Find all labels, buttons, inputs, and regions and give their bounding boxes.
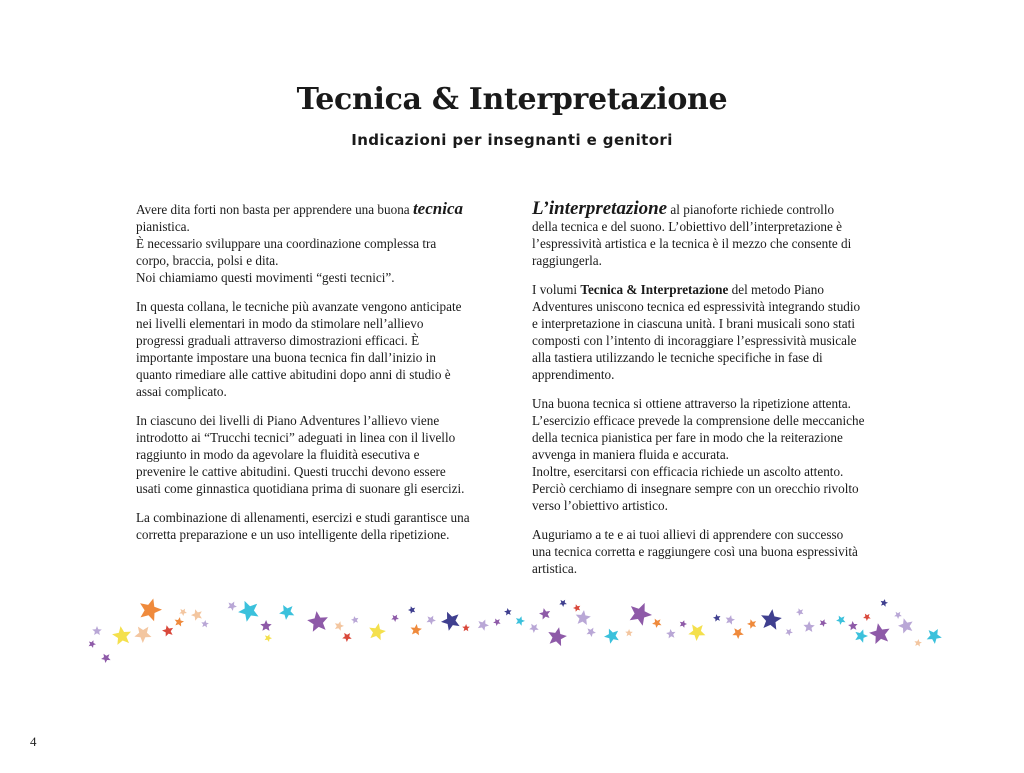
text-line: La combinazione di allenamenti, esercizi e studi garantisce una — [136, 510, 470, 525]
text-line: importante impostare una buona tecnica fin dall’inizio in — [136, 350, 436, 365]
star-icon — [559, 600, 567, 607]
star-icon — [548, 627, 567, 646]
emphasis-tecnica: tecnica — [412, 199, 463, 218]
emphasis-interpretazione: L’interpretazione — [532, 198, 668, 219]
star-icon — [134, 627, 151, 643]
star-icon — [351, 616, 358, 624]
star-icon — [427, 616, 436, 625]
text-line: pianistica. — [136, 219, 190, 234]
star-icon — [666, 629, 675, 638]
text-line: Noi chiamiamo questi movimenti “gesti tecnici”. — [136, 270, 395, 285]
text-line: apprendimento. — [532, 367, 615, 382]
text-run: al pianoforte richiede controllo — [667, 202, 835, 217]
star-icon — [493, 619, 501, 627]
star-icon — [732, 628, 743, 639]
text-line: In ciascuno dei livelli di Piano Adventures l’allievo viene — [136, 413, 440, 428]
star-icon — [869, 623, 890, 644]
right-column — [532, 200, 896, 589]
star-icon — [726, 615, 735, 625]
text-line: corretta preparazione e un uso intelligente della ripetizione. — [136, 527, 450, 542]
star-icon — [630, 603, 652, 626]
star-icon — [228, 602, 237, 611]
star-icon — [927, 629, 942, 644]
star-icon — [441, 612, 460, 631]
star-icon — [894, 612, 902, 619]
text-line: raggiunto in modo da agevolare la fluidità esecutiva e — [136, 447, 420, 462]
star-icon — [820, 619, 827, 627]
text-line: usati come ginnastica quotidiana prima di suonare gli esercizi. — [136, 481, 465, 496]
star-icon — [238, 601, 258, 622]
text-line: avvenga in maniera fluida e accurata. — [532, 447, 729, 462]
star-icon — [112, 626, 131, 645]
star-icon — [680, 620, 687, 628]
star-icon — [529, 624, 539, 633]
text-line — [136, 200, 498, 218]
star-icon — [881, 599, 888, 607]
star-icon — [201, 620, 209, 628]
star-icon — [179, 609, 187, 616]
star-icon — [504, 608, 512, 616]
text-line: raggiungerla. — [532, 253, 602, 268]
page-subtitle: Indicazioni per insegnanti e genitori — [351, 131, 673, 149]
text-line: Adventures uniscono tecnica ed espressività integrando studio — [532, 299, 861, 314]
star-icon — [369, 623, 386, 640]
text-line: e interpretazione in ciascuna unità. I brani musicali sono stati — [532, 316, 855, 331]
text-line — [532, 200, 896, 218]
star-icon — [848, 621, 858, 630]
text-line: Una buona tecnica si ottiene attraverso la ripetizione attenta. — [532, 396, 851, 411]
page-title: Tecnica & Interpretazione — [296, 82, 728, 117]
star-icon — [162, 625, 173, 636]
right-paragraph-2 — [532, 281, 896, 383]
text-line: Inoltre, esercitarsi con efficacia richiede un ascolto attento. — [532, 464, 844, 479]
text-run: Avere dita forti non basta per apprendere una buona — [136, 202, 413, 217]
text-line: Perciò cerchiamo di insegnare sempre con un orecchio rivolto — [532, 481, 859, 496]
star-icon — [307, 611, 328, 632]
star-icon — [516, 616, 525, 626]
star-icon — [625, 629, 633, 636]
text-line: della tecnica pianistica per fare in modo che la reiterazione — [532, 430, 843, 445]
star-icon — [587, 628, 596, 637]
text-run: I volumi — [532, 282, 581, 297]
star-icon — [478, 620, 489, 631]
left-column — [136, 200, 498, 555]
star-icon — [836, 616, 845, 625]
right-paragraph-1 — [532, 200, 896, 269]
text-line: assai complicato. — [136, 384, 227, 399]
text-line: introdotto ai “Trucchi tecnici” adeguati in linea con il livello — [136, 430, 456, 445]
star-icon — [89, 640, 96, 648]
text-line: L’esercizio efficace prevede la comprensione delle meccaniche — [532, 413, 865, 428]
page-number: 4 — [30, 734, 37, 749]
star-icon — [101, 654, 111, 663]
star-icon — [803, 621, 814, 632]
text-line: una tecnica corretta e raggiungere così una buona espressività — [532, 544, 858, 559]
star-icon — [652, 619, 661, 628]
text-line: corpo, braccia, polsi e dita. — [136, 253, 279, 268]
decorative-star-border — [0, 586, 1024, 676]
star-icon — [573, 604, 580, 612]
bold-series-name: Tecnica & Interpretazione — [580, 282, 729, 297]
right-paragraph-3 — [532, 395, 896, 514]
text-line: progressi graduali attraverso dimostrazioni efficaci. È — [136, 333, 420, 348]
text-line: In questa collana, le tecniche più avanzate vengono anticipate — [136, 299, 462, 314]
star-icon — [688, 625, 705, 642]
text-line: alla tastiera utilizzando le tecniche specifiche in fase di — [532, 350, 823, 365]
star-icon — [335, 621, 344, 631]
text-line: verso l’obiettivo artistico. — [532, 498, 668, 513]
text-line: l’espressività artistica e la tecnica è il mezzo che consente di — [532, 236, 852, 251]
star-icon — [576, 610, 591, 625]
left-paragraph-2 — [136, 298, 498, 400]
star-icon — [342, 633, 352, 642]
star-icon — [411, 624, 422, 635]
text-line: Auguriamo a te e ai tuoi allievi di apprendere con successo — [532, 527, 844, 542]
text-line: composti con l’intento di incoraggiare l’espressività musicale — [532, 333, 857, 348]
text-run: del metodo Piano — [728, 282, 824, 297]
text-line: artistica. — [532, 561, 578, 576]
star-icon — [265, 634, 272, 642]
star-icon — [260, 620, 271, 631]
left-paragraph-3 — [136, 412, 498, 497]
star-icon — [747, 619, 756, 629]
star-icon — [914, 639, 922, 647]
star-icon — [898, 618, 913, 633]
star-icon — [92, 626, 102, 635]
star-icon — [713, 614, 721, 622]
text-line: quanto rimediare alle cattive abitudini dopo anni di studio è — [136, 367, 451, 382]
star-icon — [785, 629, 793, 637]
star-icon — [175, 617, 184, 626]
star-icon — [855, 629, 868, 642]
star-icon — [140, 599, 162, 622]
text-line: È necessario sviluppare una coordinazione complessa tra — [136, 236, 437, 251]
star-icon — [408, 606, 415, 614]
text-line: nei livelli elementari in modo da stimolare nell’allievo — [136, 316, 424, 331]
star-icon — [391, 615, 399, 622]
left-paragraph-1 — [136, 200, 498, 286]
left-paragraph-4 — [136, 509, 498, 543]
star-icon — [191, 609, 202, 620]
star-icon — [761, 609, 782, 630]
text-line: della tecnica e del suono. L’obiettivo dell’interpretazione è — [532, 219, 843, 234]
star-icon — [539, 608, 550, 619]
text-line: prevenire le cattive abitudini. Questi trucchi devono essere — [136, 464, 446, 479]
star-icon — [279, 605, 294, 620]
star-icon — [796, 608, 803, 616]
star-icon — [863, 614, 871, 621]
text-line — [532, 281, 896, 298]
star-icon — [604, 629, 619, 644]
star-icon — [462, 624, 470, 631]
right-paragraph-4 — [532, 526, 896, 577]
